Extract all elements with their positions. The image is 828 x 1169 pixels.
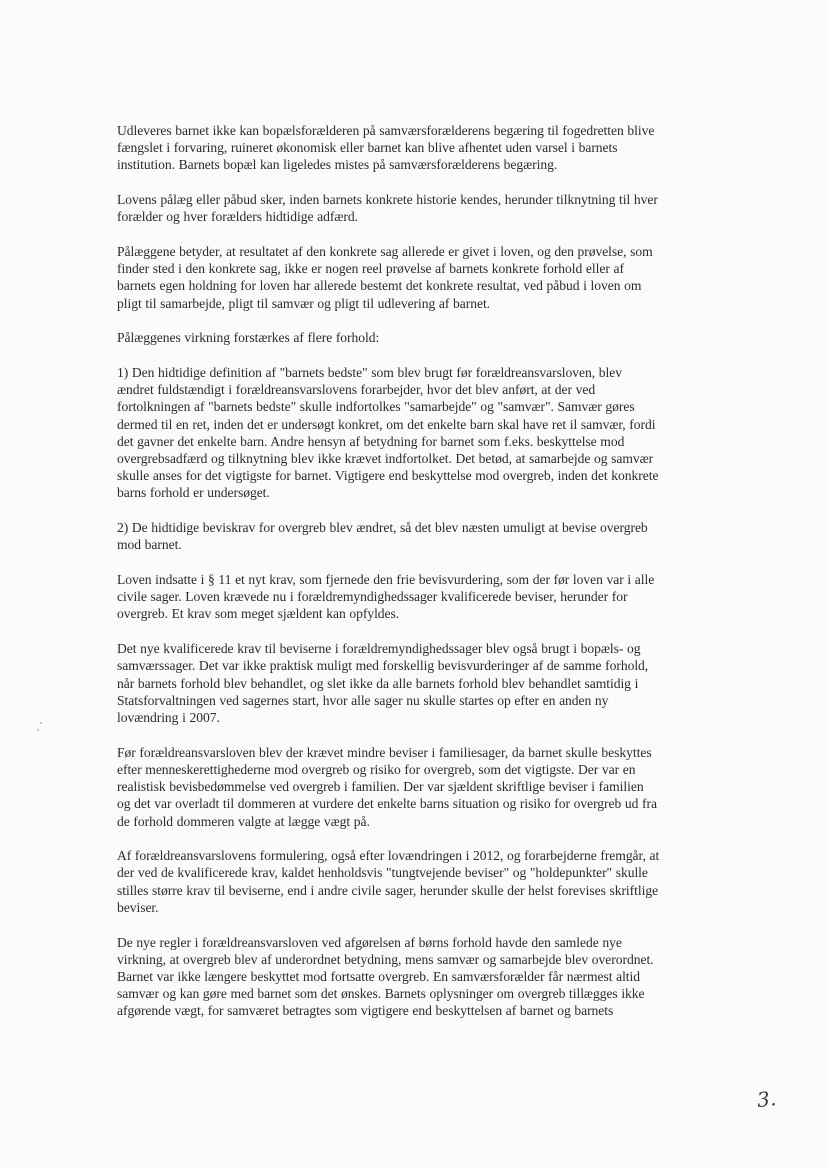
paragraph-7 <box>117 571 723 623</box>
text-line: 2) De hidtidige beviskrav for overgreb blev ændret, så det blev næsten umuligt at bevise overgreb <box>117 520 648 536</box>
paragraph-5 <box>117 364 723 502</box>
text-line: det gavner det enkelte barn. Andre hensyn af betydning for barnet som f.eks. beskyttelse mod <box>117 433 625 449</box>
text-line: samvær og kan gøre med barnet som det ønskes. Barnets oplysninger om overgreb tillægges ikke <box>117 986 645 1002</box>
text-line: Udleveres barnet ikke kan bopælsforælderen på samværsforælderens begæring til fogedretten blive <box>117 123 655 138</box>
text-line: Før forældreansvarsloven blev der krævet mindre beviser i familiesager, da barnet skulle beskyttes <box>117 744 652 760</box>
page-number: 3. <box>755 1086 778 1112</box>
text-line: når barnets forhold blev behandlet, og slet ikke da alle barnets forhold blev behandlet samtidig i <box>117 675 639 691</box>
text-line: forælder og hver forælders hidtidige adfærd. <box>117 209 358 225</box>
text-line: Pålæggene betyder, at resultatet af den konkrete sag allerede er givet i loven, og den prøvelse, som <box>117 244 653 260</box>
text-line: dermed til en ret, inden det er undersøgt konkret, om det enkelte barn skal have ret il samvær, fordi <box>117 416 656 432</box>
text-line: pligt til samarbejde, pligt til samvær og pligt til udlevering af barnet. <box>117 295 491 311</box>
text-line: beviser. <box>117 899 159 915</box>
text-line: fortolkningen af "barnets bedste" skulle indfortolkes "samarbejde" og "samvær". Samvær gøres <box>117 399 635 415</box>
paragraph-3 <box>117 243 723 312</box>
document-body <box>117 122 723 1037</box>
paragraph-10 <box>117 847 723 916</box>
scan-speck <box>40 722 42 724</box>
text-line: der ved de kvalificerede krav, kaldet henholdsvis "tungtvejende beviser" og "holdepunkter" skulle <box>117 865 648 881</box>
text-line: samværssager. Det var ikke praktisk muligt med forskellig bevisvurderinger af de samme forhold, <box>117 658 649 674</box>
text-line: De nye regler i forældreansvarsloven ved afgørelsen af børns forhold havde den samlede nye <box>117 934 622 950</box>
text-line: overgreb. Et krav som meget sjældent kan opfyldes. <box>117 606 400 622</box>
text-line: overgrebsadfærd og tilknytning blev ikke krævet indfortolket. Det betød, at samarbejde og samvær <box>117 451 654 467</box>
paragraph-6 <box>117 519 723 553</box>
text-line: afgørende vægt, for samværet betragtes som vigtigere end beskyttelsen af barnet og barnets <box>117 1003 614 1019</box>
text-line: finder sted i den konkrete sag, ikke er nogen reel prøvelse af barnets konkrete forhold eller af <box>117 261 624 277</box>
text-line: mod barnet. <box>117 537 182 553</box>
text-line: Loven indsatte i § 11 et nyt krav, som fjernede den frie bevisvurdering, som der før loven var i alle <box>117 572 655 588</box>
text-line: Barnet var ikke længere beskyttet mod fortsatte overgreb. En samværsforælder får nærmest altid <box>117 968 640 984</box>
text-line: fængslet i forvaring, ruineret økonomisk eller barnet kan blive afhentet uden varsel i barnets <box>117 140 618 156</box>
text-line: de forhold dommeren valgte at lægge vægt på. <box>117 813 370 829</box>
paragraph-4 <box>117 329 723 346</box>
text-line: Statsforvaltningen ved sagernes start, hvor alle sager nu skulle startes op efter en anden ny <box>117 692 609 708</box>
text-line: Pålæggenes virkning forstærkes af flere forhold: <box>117 330 380 346</box>
paragraph-8 <box>117 640 723 726</box>
text-line: Af forældreansvarslovens formulering, også efter lovændringen i 2012, og forarbejderne fremgår, at <box>117 848 660 864</box>
text-line: stilles større krav til beviserne, end i andre civile sager, herunder skulle der helst forevises skriftlige <box>117 882 659 898</box>
text-line: realistisk bevisbedømmelse ved overgreb i familien. Der var sjældent skriftlige beviser i familien <box>117 779 644 795</box>
text-line: efter menneskerettighederne mod overgreb og risiko for overgreb, som det vigtigste. Der var en <box>117 761 636 777</box>
paragraph-2 <box>117 191 723 225</box>
paragraph-1 <box>117 122 723 174</box>
text-line: civile sager. Loven krævede nu i forældremyndighedssager kvalificerede beviser, herunder for <box>117 589 628 605</box>
paragraph-9 <box>117 744 723 830</box>
text-line: Lovens pålæg eller påbud sker, inden barnets konkrete historie kendes, herunder tilknytning til hver <box>117 192 658 208</box>
text-line: institution. Barnets bopæl kan ligeledes mistes på samværsforælderens begæring. <box>117 157 558 173</box>
scan-speck <box>37 729 39 731</box>
text-line: barns forhold er undersøget. <box>117 485 270 501</box>
text-line: lovændring i 2007. <box>117 709 220 725</box>
text-line: 1) Den hidtidige definition af "barnets bedste" som blev brugt før forældreansvarsloven, blev <box>117 365 622 381</box>
text-line: skulle anses for det vigtigste for barnet. Vigtigere end beskyttelse mod overgreb, inden det konkrete <box>117 468 659 484</box>
paragraph-11 <box>117 934 723 1020</box>
text-line: virkning, at overgreb blev af underordnet betydning, mens samvær og samarbejde blev overordnet. <box>117 951 654 967</box>
text-line: ændret fuldstændigt i forældreansvarslovens forarbejder, hvor det blev anført, at der ved <box>117 382 596 398</box>
text-line: Det nye kvalificerede krav til beviserne i forældremyndighedssager blev også brugt i bopæls- og <box>117 641 641 657</box>
text-line: barnets egen holdning for loven har allerede bestemt det konkrete resultat, ved påbud i loven om <box>117 278 642 294</box>
text-line: og det var overladt til dommeren at vurdere det enkelte barns situation og risiko for overgreb ud fra <box>117 796 657 812</box>
